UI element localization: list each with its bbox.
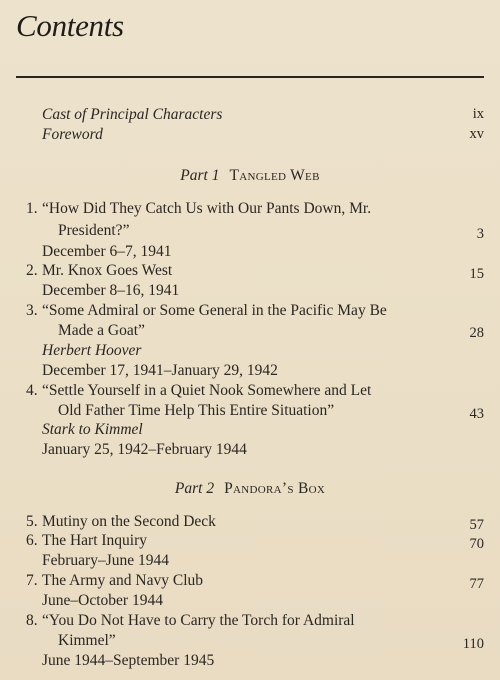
page-number: 43 <box>469 406 484 422</box>
chapter-number: 7. <box>26 572 38 589</box>
chapter-title-line2: Old Father Time Help This Entire Situation” <box>58 402 335 419</box>
chapter-number: 8. <box>26 612 38 629</box>
chapter-number: 6. <box>26 532 38 549</box>
chapter-subtitle: Stark to Kimmel <box>42 421 143 438</box>
page-number: 15 <box>469 266 484 282</box>
toc-entry-chapter-4[interactable] <box>26 382 484 400</box>
toc-entry-chapter-2[interactable] <box>26 262 484 280</box>
page-title: Contents <box>16 8 124 43</box>
chapter-number: 2. <box>26 262 38 279</box>
part-title: Pandora’s Box <box>224 480 326 497</box>
chapter-title-continued <box>58 632 484 650</box>
chapter-title-line2: Made a Goat” <box>58 322 145 339</box>
chapter-title: Mutiny on the Second Deck <box>42 513 216 530</box>
chapter-title: Mr. Knox Goes West <box>42 262 173 279</box>
page-number: 28 <box>469 325 484 341</box>
chapter-title: “How Did They Catch Us with Our Pants Down, Mr. <box>42 200 372 217</box>
chapter-title-line2: Kimmel” <box>58 632 116 649</box>
toc-entry-foreword[interactable] <box>42 126 484 144</box>
chapter-title-continued <box>58 222 484 240</box>
chapter-number: 3. <box>26 302 38 319</box>
chapter-number: 5. <box>26 513 38 530</box>
entry-title: Foreword <box>42 126 103 143</box>
heading-rule <box>16 76 484 78</box>
part-title: Tangled Web <box>229 167 320 184</box>
chapter-title-continued <box>58 402 484 420</box>
chapter-title: “You Do Not Have to Carry the Torch for Admiral <box>42 612 355 629</box>
entry-title: Cast of Principal Characters <box>42 106 223 123</box>
chapter-title-continued <box>58 322 484 340</box>
chapter-date: December 17, 1941–January 29, 1942 <box>42 362 278 379</box>
toc-entry-chapter-3[interactable] <box>26 302 484 320</box>
chapter-number: 4. <box>26 382 38 399</box>
chapter-date: January 25, 1942–February 1944 <box>42 441 247 458</box>
page-number: 70 <box>469 536 484 552</box>
toc-entry-chapter-5[interactable] <box>26 513 484 531</box>
chapter-title: The Army and Navy Club <box>42 572 204 589</box>
chapter-number: 1. <box>26 200 38 217</box>
part-heading-1 <box>0 167 500 185</box>
chapter-title: “Settle Yourself in a Quiet Nook Somewhere and Let <box>42 382 372 399</box>
chapter-title: “Some Admiral or Some General in the Pacific May Be <box>42 302 387 319</box>
toc-entry-cast[interactable] <box>42 106 484 124</box>
page-number: 3 <box>476 226 484 242</box>
chapter-date: December 6–7, 1941 <box>42 243 172 260</box>
page-number: 77 <box>469 576 484 592</box>
toc-entry-chapter-8[interactable] <box>26 612 484 630</box>
page-number: xv <box>469 126 484 142</box>
page-number: ix <box>472 106 484 122</box>
part-heading-2 <box>0 480 500 498</box>
page-number: 57 <box>469 517 484 533</box>
toc-entry-chapter-1[interactable] <box>26 200 484 218</box>
part-number: Part 2 <box>174 480 215 497</box>
toc-entry-chapter-6[interactable] <box>26 532 484 550</box>
chapter-date: February–June 1944 <box>42 552 169 569</box>
chapter-title: The Hart Inquiry <box>42 532 148 549</box>
chapter-date: December 8–16, 1941 <box>42 282 180 299</box>
part-number: Part 1 <box>180 167 220 184</box>
page-number: 110 <box>462 636 484 652</box>
chapter-date: June–October 1944 <box>42 592 163 609</box>
chapter-subtitle: Herbert Hoover <box>42 342 142 359</box>
chapter-date: June 1944–September 1945 <box>42 652 215 669</box>
toc-entry-chapter-7[interactable] <box>26 572 484 590</box>
chapter-title-line2: President?” <box>58 222 130 239</box>
